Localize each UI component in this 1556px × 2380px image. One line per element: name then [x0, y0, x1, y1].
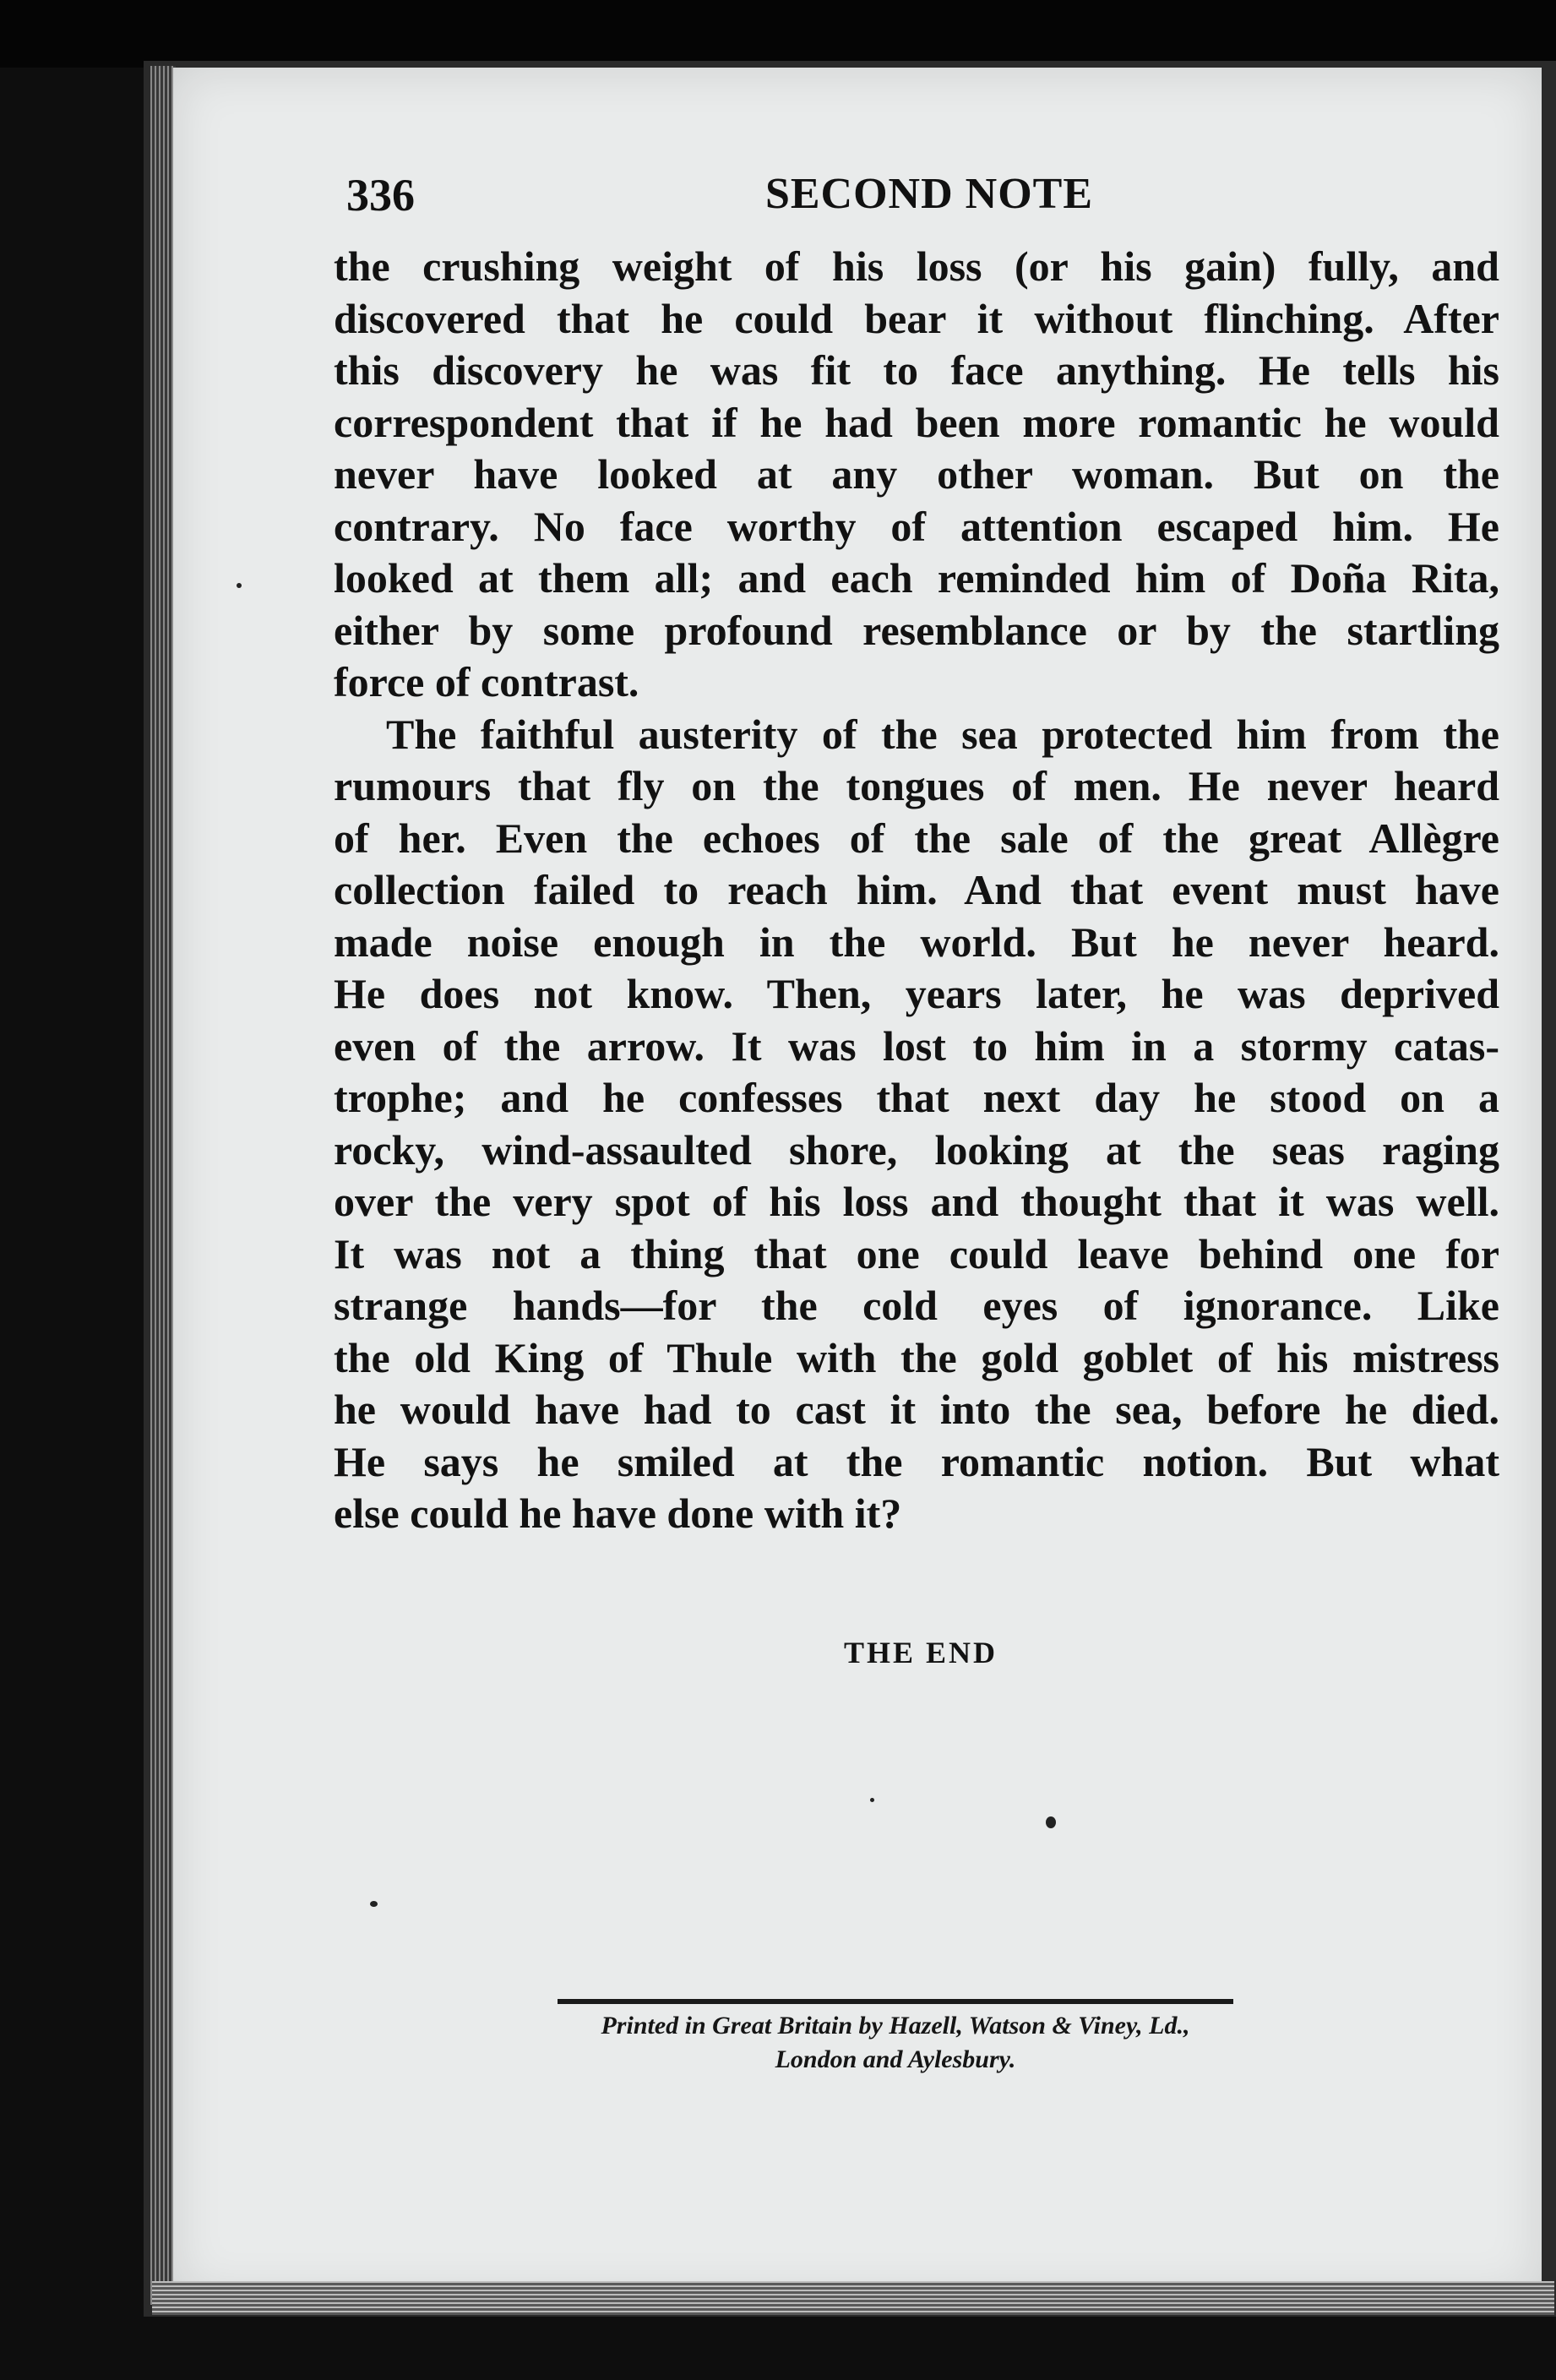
imprint-line-2: London and Aylesbury.: [775, 2045, 1016, 2073]
body-text: [334, 241, 1499, 1540]
ink-speck: [237, 583, 242, 588]
ink-speck: [1046, 1816, 1056, 1828]
printer-imprint: [473, 2009, 1318, 2077]
text-line: strange hands—for the cold eyes of ignorance. Like: [334, 1282, 1499, 1329]
text-line: over the very spot of his loss and thought that it was well.: [334, 1178, 1499, 1225]
text-line: discovered that he could bear it without flinching. After: [334, 294, 1499, 342]
text-line: He does not know. Then, years later, he was deprived: [334, 970, 1499, 1017]
text-line: rumours that fly on the tongues of men. He never heard: [334, 762, 1499, 809]
text-line: never have looked at any other woman. But on the: [334, 450, 1499, 498]
text-line: correspondent that if he had been more romantic he would: [334, 398, 1499, 446]
page-number: 336: [346, 170, 415, 221]
text-line: He says he smiled at the romantic notion. But what: [334, 1437, 1499, 1485]
ink-speck: [370, 1901, 378, 1907]
imprint-rule: [558, 1999, 1233, 2004]
running-title: SECOND NOTE: [764, 170, 1094, 218]
text-line: trophe; and he confesses that next day he stood on a: [334, 1074, 1499, 1121]
text-line: rocky, wind-assaulted shore, looking at the seas raging: [334, 1125, 1499, 1174]
imprint-line-1: Printed in Great Britain by Hazell, Watson & Viney, Ld.,: [601, 2012, 1190, 2040]
text-line: It was not a thing that one could leave behind one for: [334, 1229, 1499, 1277]
text-line: of her. Even the echoes of the sale of the great Allègre: [334, 814, 1499, 862]
text-line: made noise enough in the world. But he never heard.: [334, 918, 1499, 966]
text-line: this discovery he was fit to face anything. He tells his: [334, 346, 1499, 394]
ink-speck: [870, 1798, 874, 1802]
text-line: either by some profound resemblance or by the startling: [334, 606, 1499, 654]
scan-background-top: [0, 0, 1556, 68]
paragraph-first-line: The faithful austerity of the sea protected him from the: [386, 710, 1499, 758]
book-page-stack-bottom: [152, 2281, 1554, 2315]
text-line: the old King of Thule with the gold goblet of his mistress: [334, 1333, 1499, 1381]
text-line: looked at them all; and each reminded him of Doña Rita,: [334, 554, 1499, 602]
text-line: the crushing weight of his loss (or his gain) fully, and: [334, 242, 1499, 290]
running-head: [346, 169, 1478, 228]
text-line: even of the arrow. It was lost to him in a stormy catas-: [334, 1021, 1499, 1070]
text-line: else could he have done with it?: [334, 1490, 902, 1537]
text-line: he would have had to cast it into the sea, before he died.: [334, 1386, 1499, 1433]
the-end-heading: THE END: [843, 1636, 998, 1669]
text-line: collection failed to reach him. And that event must have: [334, 866, 1499, 913]
text-line: force of contrast.: [334, 658, 639, 705]
book-page-stack-edge: [150, 66, 176, 2305]
text-line: contrary. No face worthy of attention escaped him. He: [334, 502, 1499, 550]
